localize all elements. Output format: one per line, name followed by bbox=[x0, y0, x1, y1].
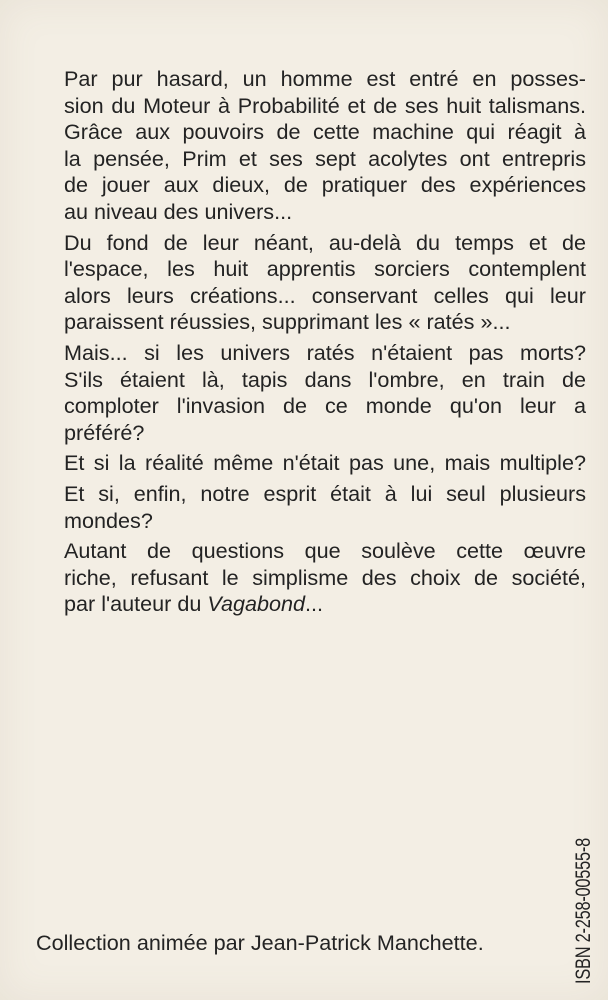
text-line: S'ils étaient là, tapis dans l'ombre, en train de bbox=[64, 366, 586, 392]
text-line: comploter l'invasion de ce monde qu'on leur a bbox=[64, 393, 586, 419]
book-title-vagabond: Vagabond bbox=[207, 591, 306, 617]
text-line: la pensée, Prim et ses sept acolytes ont entrepris bbox=[64, 145, 586, 171]
synopsis bbox=[64, 66, 586, 622]
text-line: sion du Moteur à Probabilité et de ses huit talismans. bbox=[64, 92, 586, 118]
paragraph-5 bbox=[64, 481, 586, 534]
ellipsis: ... bbox=[305, 591, 324, 617]
text-line: mondes? bbox=[64, 507, 153, 533]
paragraph-2 bbox=[64, 230, 586, 336]
text-line: Du fond de leur néant, au-delà du temps et de bbox=[64, 229, 586, 255]
text-line: Grâce aux pouvoirs de cette machine qui réagit à bbox=[64, 119, 586, 145]
text-line: Par pur hasard, un homme est entré en posses- bbox=[64, 66, 586, 91]
paragraph-4 bbox=[64, 450, 586, 477]
text-line: alors leurs créations... conservant celles qui leur bbox=[64, 282, 586, 308]
paragraph-1 bbox=[64, 66, 586, 226]
text-line: Et si la réalité même n'était pas une, mais multiple? bbox=[64, 450, 586, 476]
text-line: paraissent réussies, supprimant les « ratés »... bbox=[64, 309, 511, 335]
text-line: Et si, enfin, notre esprit était à lui seul plusieurs bbox=[64, 480, 586, 506]
author-reference: par l'auteur du bbox=[64, 591, 208, 617]
text-line: l'espace, les huit apprentis sorciers contemplent bbox=[64, 256, 586, 282]
text-line: Mais... si les univers ratés n'étaient pas morts? bbox=[64, 339, 586, 365]
text-line-last bbox=[64, 591, 586, 618]
text-line: préféré? bbox=[64, 419, 145, 445]
text-line: Autant de questions que soulève cette œuvre bbox=[64, 538, 586, 564]
paragraph-3 bbox=[64, 340, 586, 446]
text-line: riche, refusant le simplisme des choix de société, bbox=[64, 564, 586, 590]
collection-credit: Collection animée par Jean-Patrick Manchette. bbox=[36, 930, 484, 955]
paragraph-6 bbox=[64, 538, 586, 618]
text-line: au niveau des univers... bbox=[64, 198, 293, 224]
text-line: de jouer aux dieux, de pratiquer des expériences bbox=[64, 172, 586, 198]
isbn-number: ISBN 2-258-00555-8 bbox=[572, 837, 595, 984]
